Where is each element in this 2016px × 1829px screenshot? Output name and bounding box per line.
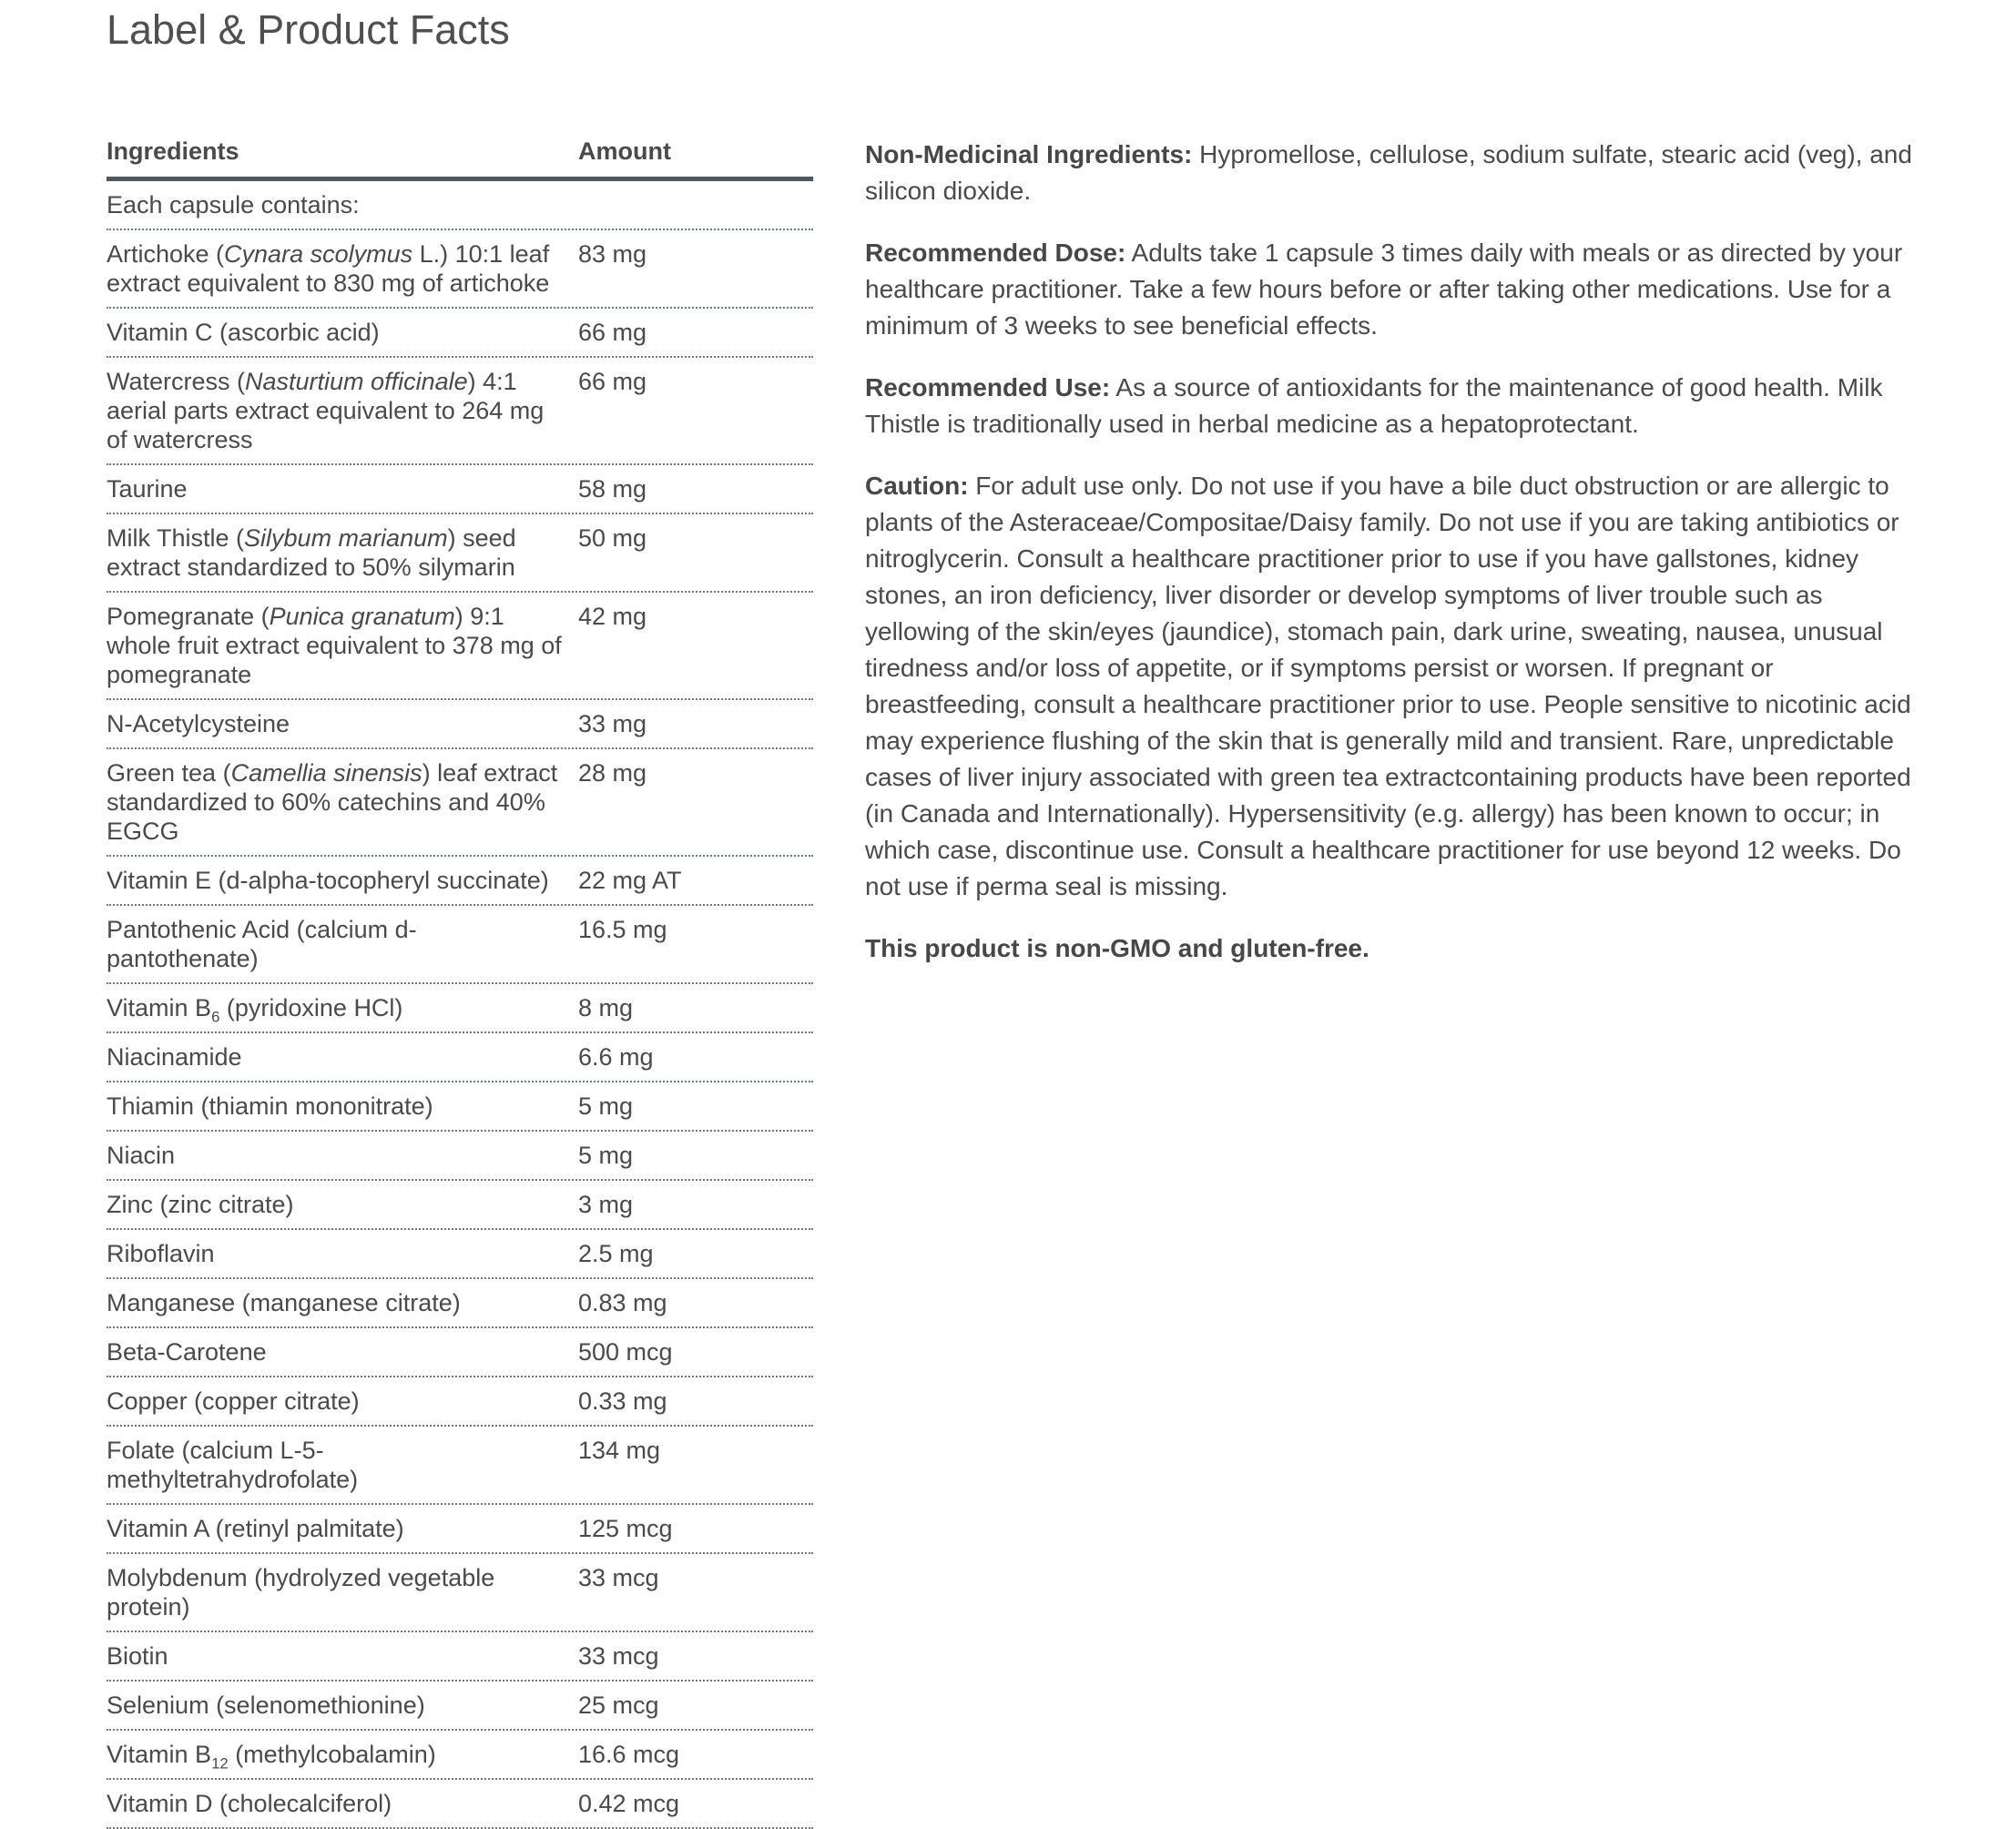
ingredient-amount: 8 mg [578,994,634,1021]
table-row [107,465,813,514]
ingredient-name: Vitamin $B_{12}$ (methylcobalamin) [107,1741,436,1773]
ingredient-amount: 6.6 mg [578,1043,654,1071]
ingredient-amount: 25 mcg [578,1692,659,1719]
ingredient-name: Niacin [107,1142,176,1169]
info-paragraph [865,137,1926,209]
table-row [107,1181,813,1230]
table-row [107,1033,813,1082]
ingredient-name: Zinc (zinc citrate) [107,1191,294,1218]
ingredient-amount: 58 mg [578,475,647,503]
ingredient-name: Watercress (Nasturtium officinale) 4:1 aerial parts extract equivalent to 264 mg of watercress [107,368,545,453]
table-row [107,358,813,465]
ingredient-name: Vitamin C (ascorbic acid) [107,319,380,346]
table-row [107,1632,813,1682]
ingredient-name: Pomegranate (Punica granatum) 9:1 whole fruit extract equivalent to 378 mg of pomegranate [107,603,562,688]
ingredient-amount: 3 mg [578,1191,634,1218]
info-panel [865,137,1926,992]
table-row [107,1780,813,1829]
ingredient-name: Molybdenum (hydrolyzed vegetable protein) [107,1564,495,1621]
info-paragraph [865,235,1926,344]
label-product-facts-page [0,5,2016,1829]
info-paragraph-label: Non-Medicinal Ingredients: [865,140,1193,168]
info-paragraph-label: Recommended Use: [865,373,1111,401]
table-row [107,309,813,358]
content-columns [107,137,1926,1829]
table-row [107,593,813,700]
ingredient-name: N-Acetylcysteine [107,710,290,737]
ingredient-amount: 0.33 mg [578,1387,667,1415]
ingredient-name: Riboflavin [107,1240,215,1267]
table-row [107,1377,813,1427]
ingredient-amount: 134 mg [578,1437,661,1464]
ingredient-amount: 28 mg [578,759,647,787]
table-row [107,1132,813,1181]
ingredient-name: Artichoke (Cynara scolymus L.) 10:1 leaf extract equivalent to 830 mg of artichoke [107,240,550,297]
table-row [107,1505,813,1554]
ingredient-name: Thiamin (thiamin mononitrate) [107,1092,433,1120]
ingredient-amount: 16.6 mcg [578,1741,680,1768]
ingredient-amount: 2.5 mg [578,1240,654,1267]
table-row [107,1082,813,1132]
ingredient-name: Selenium (selenomethionine) [107,1692,425,1719]
ingredient-name: Biotin [107,1642,168,1670]
ingredient-amount: 16.5 mg [578,916,667,943]
ingredient-amount: 22 mg AT [578,867,682,894]
ingredient-name: Milk Thistle (Silybum marianum) seed extract standardized to 50% silymarin [107,524,516,581]
ingredient-amount: 33 mg [578,710,647,737]
ingredient-name: Each capsule contains: [107,191,360,218]
table-row [107,984,813,1033]
ingredient-amount: 42 mg [578,603,647,630]
info-paragraph [865,930,1926,967]
ingredient-amount: 50 mg [578,524,647,552]
info-paragraph-label: This product is non-GMO and gluten-free. [865,934,1369,962]
info-paragraph-text: Hypromellose, cellulose, sodium sulfate, stearic acid (veg), and silicon dioxide. [865,140,1912,205]
page-title: Label & Product Facts [107,6,510,53]
ingredient-amount: 5 mg [578,1142,634,1169]
info-paragraph-text: Adults take 1 capsule 3 times daily with meals or as directed by your healthcare practitioner. Take a few hours before or after taking other medications. Use for a minimum of 3 weeks to see beneficial effects. [865,239,1903,340]
table-row [107,230,813,309]
table-row [107,857,813,906]
info-paragraph [865,468,1926,905]
ingredient-amount: 33 mcg [578,1564,659,1591]
table-header-row [107,137,813,181]
ingredient-amount: 0.42 mcg [578,1790,680,1817]
table-row [107,1731,813,1780]
table-row [107,700,813,749]
ingredient-amount: 125 mcg [578,1515,673,1542]
ingredient-name: Vitamin E (d-alpha-tocopheryl succinate) [107,867,549,894]
ingredient-amount: 0.83 mg [578,1289,667,1316]
ingredient-amount: 33 mcg [578,1642,659,1670]
ingredient-amount: 5 mg [578,1092,634,1120]
ingredient-name: Manganese (manganese citrate) [107,1289,461,1316]
ingredient-name: Beta-Carotene [107,1338,267,1366]
table-row [107,749,813,857]
info-paragraph-text: For adult use only. Do not use if you have a bile duct obstruction or are allergic to plants of the Asteraceae/Compositae/Daisy family. Do not use if you are taking antibiotics or nitroglycerin. Consult a healthcare practitioner prior to use if you have gallstones, kidney stones, an iron deficiency, liver disorder or develop symptoms of liver trouble such as yellowing of the skin/eyes (jaundice), stomach pain, dark urine, sweating, nausea, unusual tiredness and/or loss of appetite, or if symptoms persist or worsen. If pregnant or breastfeeding, consult a healthcare practitioner prior to use. People sensitive to nicotinic acid may experience flushing of the skin that is generally mild and transient. Rare, unpredictable cases of liver injury associated with green tea extractcontaining products have been reported (in Canada and Internationally). Hypersensitivity (e.g. allergy) has been known to occur; in which case, discontinue use. Consult a healthcare practitioner for use beyond 12 weeks. Do not use if perma seal is missing. [865,472,1911,900]
ingredient-name: Niacinamide [107,1043,242,1071]
ingredient-amount: 83 mg [578,240,647,268]
table-row [107,1230,813,1279]
info-paragraph-text: As a source of antioxidants for the maintenance of good health. Milk Thistle is traditionally used in herbal medicine as a hepatoprotectant. [865,373,1883,438]
ingredient-name: Vitamin D (cholecalciferol) [107,1790,392,1817]
table-row [107,1554,813,1632]
table-header-ingredients: Ingredients [107,137,239,165]
table-row [107,181,813,230]
info-paragraph-label: Recommended Dose: [865,239,1126,267]
ingredient-name: Green tea (Camellia sinensis) leaf extract standardized to 60% catechins and 40% EGCG [107,759,558,845]
ingredient-name: Copper (copper citrate) [107,1387,360,1415]
table-header-amount: Amount [578,137,671,165]
ingredient-name: Taurine [107,475,188,503]
ingredient-name: Pantothenic Acid (calcium d-pantothenate) [107,916,417,972]
table-row [107,1328,813,1377]
ingredient-amount: 66 mg [578,368,647,395]
table-row [107,1682,813,1731]
table-body [107,181,813,1829]
ingredient-name: Folate (calcium L-5-methyltetrahydrofolate) [107,1437,359,1493]
table-row [107,906,813,984]
ingredient-amount: 66 mg [578,319,647,346]
info-paragraph [865,370,1926,442]
table-row [107,1279,813,1328]
ingredient-amount: 500 mcg [578,1338,673,1366]
info-paragraph-label: Caution: [865,472,969,500]
ingredient-name: Vitamin A (retinyl palmitate) [107,1515,404,1542]
table-row [107,1427,813,1505]
ingredient-amount [578,190,813,219]
ingredients-table [107,137,813,1829]
ingredient-name: Vitamin $B_6$ (pyridoxine HCl) [107,994,403,1026]
table-row [107,514,813,593]
